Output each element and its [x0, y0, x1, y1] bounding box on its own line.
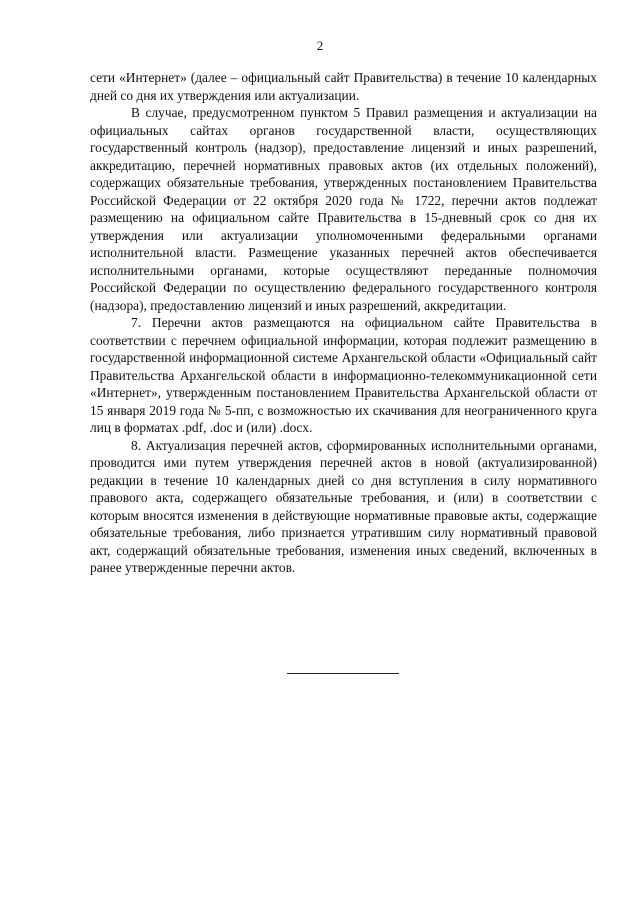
- paragraph-case: В случае, предусмотренном пунктом 5 Правил размещения и актуализации на официальных сайтах органов государственной власти, осуществляющих государственный контроль (надзор), предоставление лицензий и иных разрешений, аккредитацию, перечней нормативных правовых актов (их отдельных положений), содержащих обязательные требования, утвержденных постановлением Правительства Российской Федерации от 22 октября 2020 года № 1722, перечни актов подлежат размещению на официальном сайте Правительства в 15-дневный срок со дня их утверждения или актуализации уполномоченными федеральными органами исполнительной власти. Размещение указанных перечней актов обеспечивается исполнительными органами, которые осуществляют переданные полномочия Российской Федерации по осуществлению федерального государственного контроля (надзора), предоставлению лицензий и иных разрешений, аккредитации.: [90, 105, 597, 313]
- paragraph-7: 7. Перечни актов размещаются на официальном сайте Правительства в соответствии с перечнем официальной информации, которая подлежит размещению в государственной информационной системе Архангельской области «Официальный сайт Правительства Архангельской области в информационно-телекоммуникационной сети «Интернет», утвержденным постановлением Правительства Архангельской области от 15 января 2019 года № 5-пп, с возможностью их скачивания для неограниченного круга лиц в форматах .pdf, .doc и (или) .docx.: [90, 315, 597, 435]
- page-number: 2: [316, 38, 324, 53]
- paragraph-8: 8. Актуализация перечней актов, сформированных исполнительными органами, проводится ими путем утверждения перечней актов в новой (актуализированной) редакции в течение 10 календарных дней со дня вступления в силу нормативного правового акта, содержащего обязательные требования, и (или) в соответствии с которым вносятся изменения в действующие нормативные правовые акты, содержащие обязательные требования, либо признается утратившим силу нормативный правовой акт, содержащий обязательные требования, изменения иных сведений, включенных в ранее утвержденные перечни актов.: [90, 437, 597, 575]
- end-separator-line: [287, 673, 399, 674]
- paragraph-continuation: сети «Интернет» (далее – официальный сайт Правительства) в течение 10 календарных дней со дня их утверждения или актуализации.: [90, 70, 597, 103]
- document-body: [90, 69, 597, 577]
